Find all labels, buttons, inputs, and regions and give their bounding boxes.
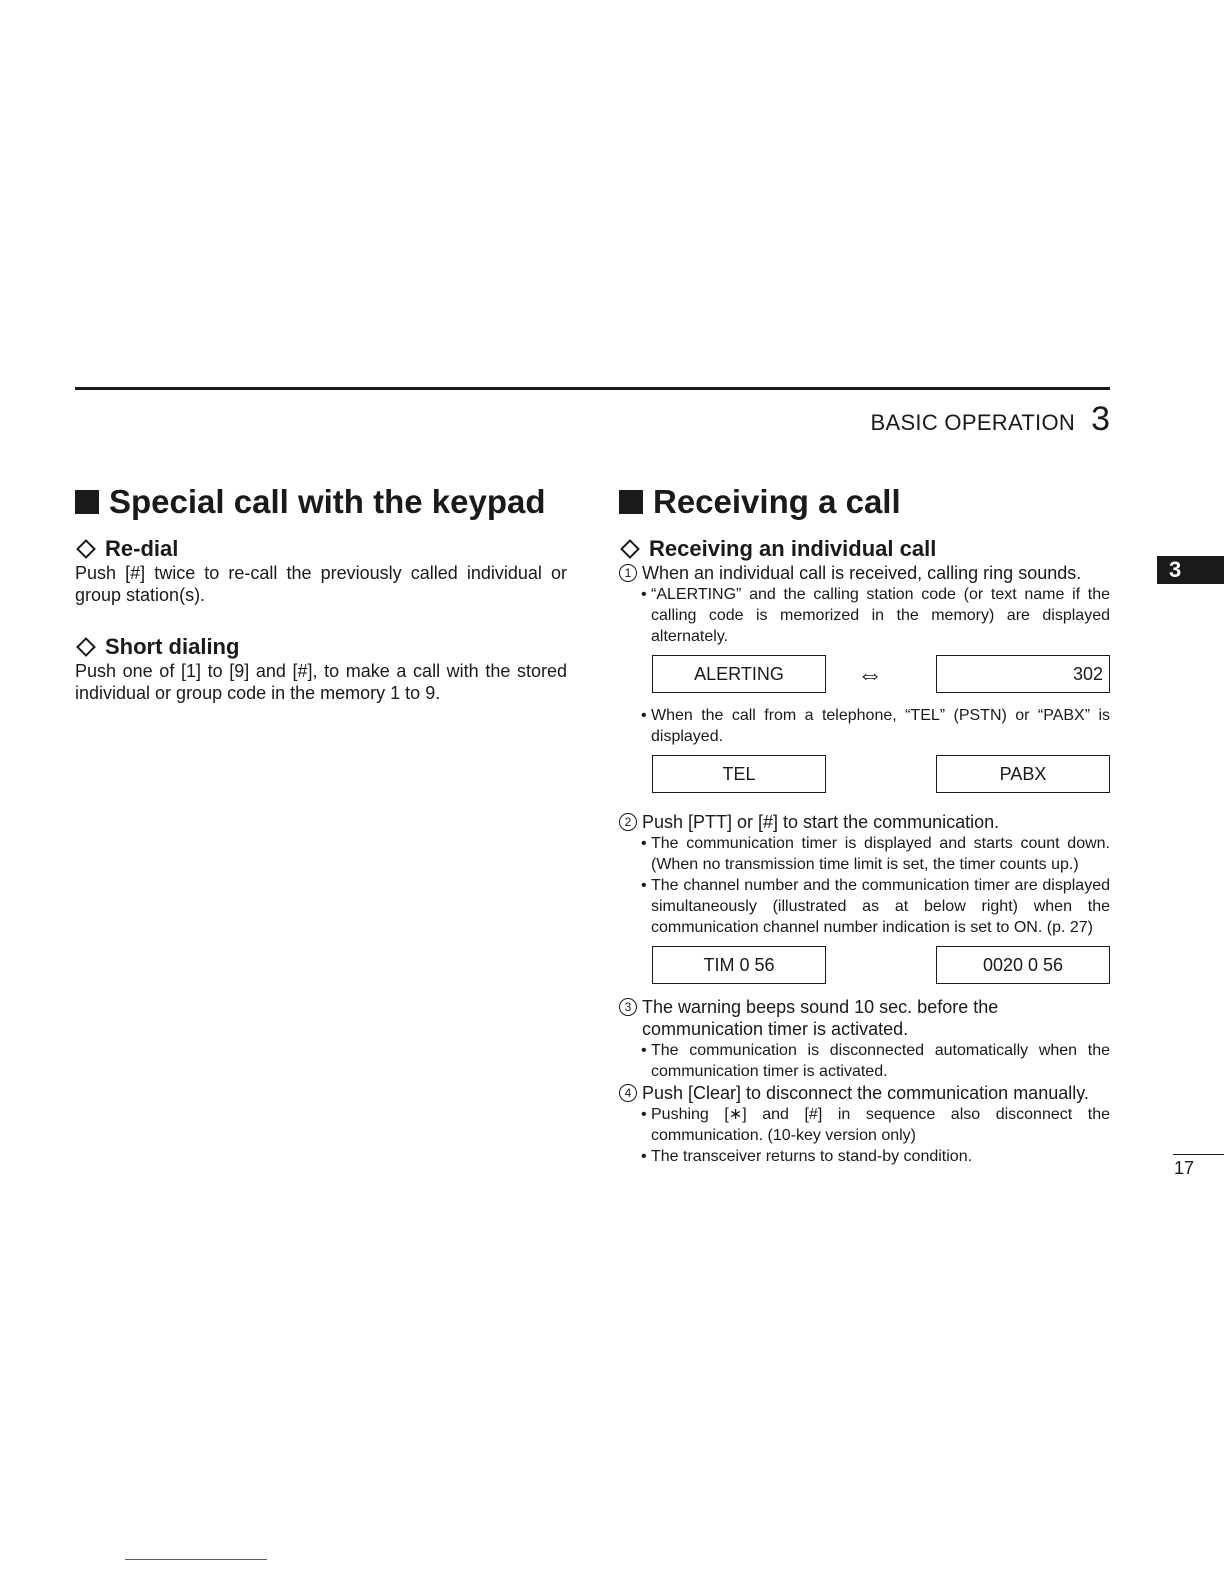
subheading-text: Receiving an individual call: [649, 536, 937, 561]
step-text: The warning beeps sound 10 sec. before the communication timer is activated.: [642, 997, 999, 1039]
section-title-receiving-call: [619, 480, 1110, 524]
lcd-display-timer: TIM 0 56: [652, 946, 826, 984]
display-row-alerting: [619, 655, 1110, 695]
diamond-icon: [76, 539, 96, 559]
step-2: [619, 811, 1110, 833]
section-title-special-call: [75, 480, 567, 524]
subheading-short-dialing: [75, 634, 567, 660]
step-number: 4: [619, 1084, 637, 1102]
square-bullet-icon: [75, 490, 99, 514]
chapter-number: 3: [1091, 400, 1110, 438]
bullet-standby: • The transceiver returns to stand-by condition.: [619, 1146, 1110, 1167]
section-title-text: Special call with the keypad: [109, 483, 546, 520]
chapter-side-tab: 3: [1157, 556, 1224, 584]
diamond-icon: [620, 539, 640, 559]
lcd-display-pabx: PABX: [936, 755, 1110, 793]
step-text: When an individual call is received, calling ring sounds.: [642, 563, 1082, 583]
chapter-title: BASIC OPERATION: [870, 410, 1076, 435]
section-title-text: Receiving a call: [653, 483, 901, 520]
step-1: [619, 562, 1110, 584]
bullet-disconnect-auto: • The communication is disconnected automatically when the communication timer is activated.: [619, 1040, 1110, 1082]
footer-link-underline: [125, 1559, 267, 1560]
lcd-display-station-code: 302: [936, 655, 1110, 693]
step-number: 1: [619, 564, 637, 582]
left-column: [75, 480, 567, 704]
diamond-icon: [76, 637, 96, 657]
display-row-tel-pabx: [619, 755, 1110, 795]
step-text: Push [PTT] or [#] to start the communication.: [642, 812, 1000, 832]
bullet-alerting: • “ALERTING” and the calling station code (or text name if the calling code is memorized in the memory) are displayed alternately.: [619, 584, 1110, 647]
step-3: [619, 996, 1110, 1040]
short-dialing-text: Push one of [1] to [9] and [#], to make a call with the stored individual or group code in the memory 1 to 9.: [75, 661, 567, 703]
right-column: [619, 480, 1110, 1167]
bullet-pushing-keys: • Pushing [∗] and [#] in sequence also disconnect the communication. (10-key version only): [619, 1104, 1110, 1146]
page-number-rule: [1173, 1154, 1224, 1155]
chapter-header: [871, 400, 1111, 439]
display-row-timer: [619, 946, 1110, 986]
lcd-display-alerting: ALERTING: [652, 655, 826, 693]
lcd-display-channel-timer: 0020 0 56: [936, 946, 1110, 984]
subheading-text: Short dialing: [105, 634, 240, 659]
page-number: 17: [1174, 1158, 1195, 1178]
step-4: [619, 1082, 1110, 1104]
bullet-timer: • The communication timer is displayed and starts count down. (When no transmission time limit is set, the timer counts up.): [619, 833, 1110, 875]
step-text: Push [Clear] to disconnect the communication manually.: [642, 1083, 1089, 1103]
subheading-individual-call: [619, 536, 1110, 562]
step-number: 2: [619, 813, 637, 831]
bullet-channel-number: • The channel number and the communication timer are displayed simultaneously (illustrated as at below right) when the communication channel number indication is set to ON. (p. 27): [619, 875, 1110, 938]
subheading-redial: [75, 536, 567, 562]
lcd-display-tel: TEL: [652, 755, 826, 793]
step-number: 3: [619, 998, 637, 1016]
alternate-arrow-icon: ⇔: [857, 659, 883, 689]
subheading-text: Re-dial: [105, 536, 179, 561]
redial-text: Push [#] twice to re-call the previously called individual or group station(s).: [75, 563, 567, 605]
bullet-telephone: • When the call from a telephone, “TEL” (PSTN) or “PABX” is displayed.: [619, 705, 1110, 747]
header-rule: [75, 387, 1110, 390]
square-bullet-icon: [619, 490, 643, 514]
